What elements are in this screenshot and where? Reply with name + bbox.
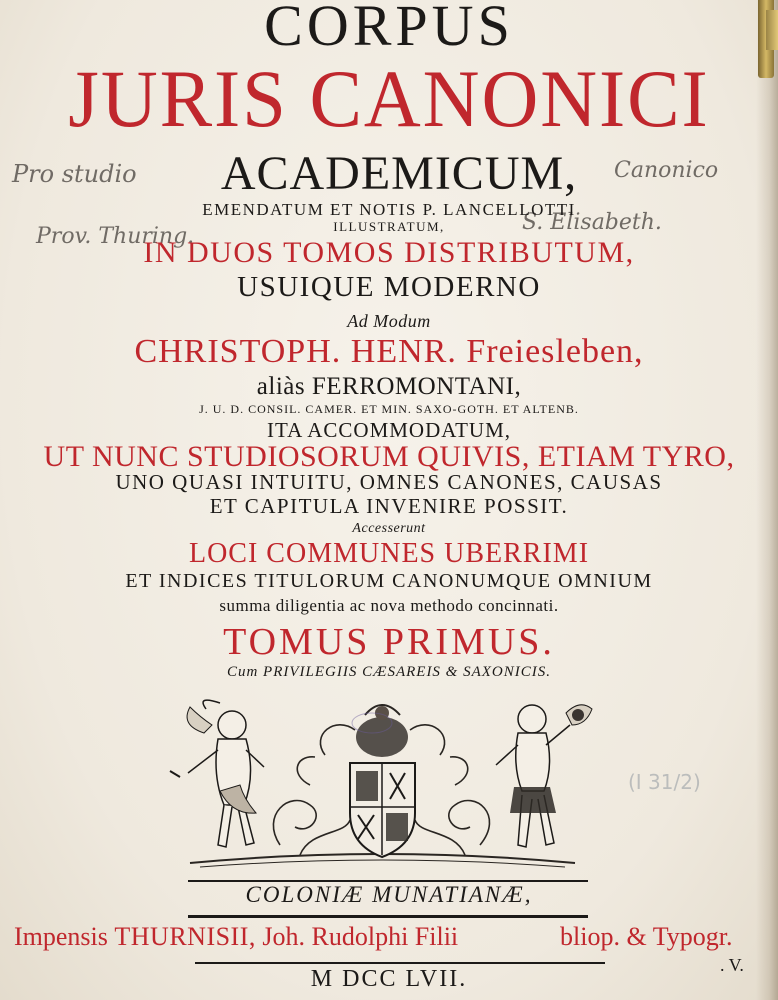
handwriting-prov-thuring: Prov. Thuring. — [36, 224, 195, 249]
line-alias: aliàs FERROMONTANI, — [256, 373, 522, 400]
imprint-joh-rudolphi: Joh. Rudolphi Filii — [262, 922, 459, 951]
line-ut-nunc: UT NUNC STUDIOSORUM QUIVIS, ETIAM TYRO, — [43, 440, 735, 473]
line-summa-diligentia: summa diligentia ac nova methodo concinnati. — [219, 596, 559, 615]
rule-bottom-imprint — [195, 962, 605, 964]
line-author-name: CHRISTOPH. HENR. Freiesleben, — [134, 333, 644, 370]
title-academicum: ACADEMICUM, — [220, 147, 578, 200]
handwriting-canonico: Canonico — [614, 158, 719, 183]
imprint-year: M DCC LVII. — [310, 966, 468, 992]
rule-mid-imprint — [188, 915, 588, 918]
line-jud-consil: J. U. D. CONSIL. CAMER. ET MIN. SAXO-GOTH. ET ALTENB. — [199, 402, 579, 416]
line-indices: ET INDICES TITULORUM CANONUMQUE OMNIUM — [125, 570, 653, 592]
imprint-v-mark: . V. — [720, 955, 744, 975]
line-usuique-moderno: USUIQUE MODERNO — [237, 271, 541, 303]
line-cum-privilegiis: Cum PRIVILEGIIS CÆSAREIS & SAXONICIS. — [226, 664, 552, 680]
line-et-capitula: ET CAPITULA INVENIRE POSSIT. — [209, 494, 569, 518]
line-accesserunt: Accesserunt — [352, 521, 426, 536]
line-illustratum: ILLUSTRATUM, — [333, 219, 445, 234]
line-ita-accommodatum: ITA ACCOMMODATUM, — [266, 418, 511, 442]
line-in-duos-tomos: IN DUOS TOMOS DISTRIBUTUM, — [143, 236, 635, 269]
line-ad-modum: Ad Modum — [347, 311, 431, 331]
library-shelf-number: (I 31/2) — [628, 770, 701, 794]
title-corpus: CORPUS — [264, 0, 514, 58]
imprint-publisher-line — [14, 922, 458, 952]
handwriting-elisabeth: S. Elisabeth. — [522, 210, 662, 235]
line-loci-communes: LOCI COMMUNES UBERRIMI — [188, 538, 590, 569]
imprint-place: COLONIÆ MUNATIANÆ, — [245, 882, 533, 907]
imprint-trade: bliop. & Typogr. — [560, 922, 733, 951]
imprint-thurnisii: THURNISII, — [114, 922, 256, 951]
handwriting-pro-studio: Pro studio — [12, 160, 137, 188]
line-emendatum: EMENDATUM ET NOTIS P. LANCELLOTTI — [202, 200, 576, 219]
line-tomus-primus: TOMUS PRIMUS. — [223, 621, 555, 663]
title-juris-canonici: JURIS CANONICI — [68, 53, 710, 144]
coat-of-arms-vignette — [160, 695, 605, 875]
imprint-impensis: Impensis — [14, 922, 108, 951]
line-uno-quasi: UNO QUASI INTUITU, OMNES CANONES, CAUSAS — [115, 470, 663, 494]
